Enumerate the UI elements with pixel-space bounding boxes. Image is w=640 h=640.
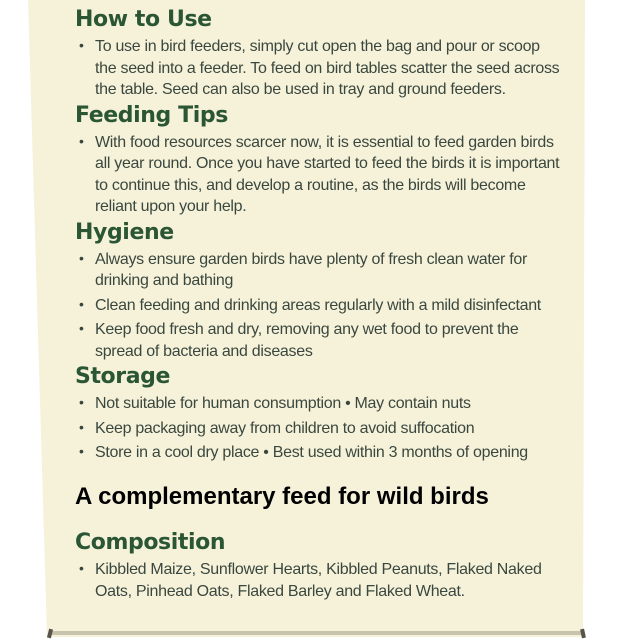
bullet-item: • Keep packaging away from children to avoid suffocation (95, 418, 565, 440)
bullet-list (75, 559, 567, 602)
bullet-item: • Store in a cool dry place • Best used within 3 months of opening (95, 442, 565, 464)
label-section (75, 104, 567, 218)
bullet-item: • Not suitable for human consumption • May contain nuts (95, 393, 565, 415)
section-heading: Composition (75, 530, 226, 556)
bullet-item: • Clean feeding and drinking areas regularly with a mild disinfectant (95, 295, 565, 317)
label-section (75, 483, 567, 511)
section-heading: Storage (75, 364, 171, 389)
section-heading: How to Use (75, 7, 212, 32)
section-heading: Hygiene (75, 219, 174, 245)
bullet-item: • Always ensure garden birds have plenty of fresh clean water for drinking and bathing (95, 249, 565, 292)
bullet-item: • With food resources scarcer now, it is essential to feed garden birds all year round. Once you have started to feed the birds it is important to continue this, and develop a routine, as the birds will become reliant upon your help. (95, 132, 565, 218)
bullet-list (75, 36, 567, 101)
bullet-item: • To use in bird feeders, simply cut open the bag and pour or scoop the seed into a feeder. To feed on bird tables scatter the seed across the table. Seed can also be used in tray and ground feeders. (95, 36, 565, 101)
bullet-list (75, 249, 567, 363)
label-section (75, 221, 567, 363)
bullet-list (75, 393, 567, 464)
label-bottom-edge (50, 631, 583, 635)
label-section (75, 531, 567, 602)
bullet-item: • Keep food fresh and dry, removing any wet food to prevent the spread of bacteria and diseases (95, 319, 565, 362)
label-content (75, 6, 567, 605)
label-section (75, 365, 567, 464)
note-heading: A complementary feed for wild birds (75, 483, 489, 511)
bullet-list (75, 132, 567, 218)
label-section (75, 8, 567, 101)
bullet-item: • Kibbled Maize, Sunflower Hearts, Kibbled Peanuts, Flaked Naked Oats, Pinhead Oats, Flaked Barley and Flaked Wheat. (95, 559, 565, 602)
section-heading: Feeding Tips (75, 102, 228, 128)
